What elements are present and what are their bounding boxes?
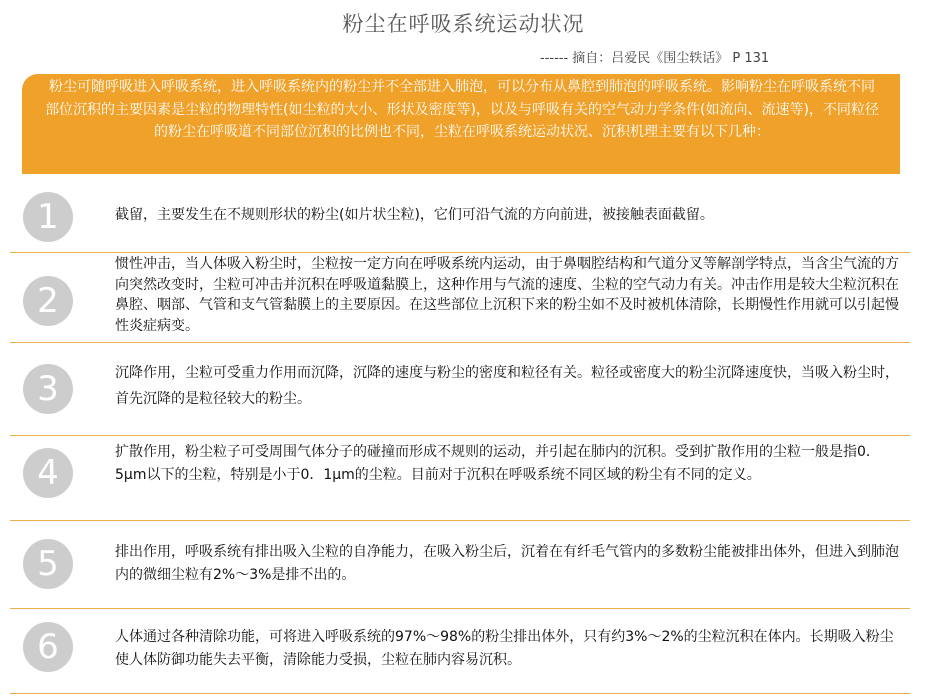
item-number-badge: 2 [23, 276, 73, 326]
item-text: 扩散作用，粉尘粒子可受周围气体分子的碰撞而形成不规则的运动，并引起在肺内的沉积。受到扩散作用的尘粒一般是指0．5μm以下的尘粒，特别是小于0．1μm的尘粒。目前对于沉积在呼吸系统不同区域的粉尘有不同的定义。 [115, 444, 880, 483]
list-item [10, 609, 910, 694]
item-number-badge: 6 [23, 622, 73, 672]
list-item [10, 436, 910, 521]
list-item [10, 343, 910, 436]
item-number-badge: 3 [23, 364, 73, 414]
item-text: 沉降作用，尘粒可受重力作用而沉降，沉降的速度与粉尘的密度和粒径有关。粒径或密度大的粉尘沉降速度快，当吸入粉尘时，首先沉降的是粒径较大的粉尘。 [115, 365, 899, 407]
source-citation: ------ 摘自：吕爱民《围尘轶话》 P 131 [540, 51, 770, 66]
item-number-badge: 1 [23, 192, 73, 242]
list-item [10, 253, 910, 343]
item-text: 截留，主要发生在不规则形状的粉尘(如片状尘粒)，它们可沿气流的方向前进，被接触表面截留。 [115, 207, 714, 223]
item-text: 人体通过各种清除功能，可将进入呼吸系统的97%～98%的粉尘排出体外，只有约3%～2%的尘粒沉积在体内。长期吸入粉尘使人体防御功能失去平衡，清除能力受损，尘粒在肺内容易沉积。 [115, 629, 894, 668]
item-number-badge: 5 [23, 539, 73, 589]
item-number-badge: 4 [23, 448, 73, 498]
page-title: 粉尘在呼吸系统运动状况 [342, 12, 585, 36]
item-text: 排出作用，呼吸系统有排出吸入尘粒的自净能力，在吸入粉尘后，沉着在有纤毛气管内的多数粉尘能被排出体外，但进入到肺泡内的微细尘粒有2%～3%是排不出的。 [115, 544, 899, 583]
list-item [10, 185, 910, 253]
intro-banner: 粉尘可随呼吸进入呼吸系统，进入呼吸系统内的粉尘并不全部进入肺泡，可以分布从鼻腔到肺泡的呼吸系统。影响粉尘在呼吸系统不同部位沉积的主要因素是尘粒的物理特性(如尘粒的大小、形状及密度等)，以及与呼吸有关的空气动力学条件(如流向、流速等)，不同粒径的粉尘在呼吸道不同部位沉积的比例也不同，尘粒在呼吸系统运动状况、沉积机理主要有以下几种： [22, 74, 900, 174]
list-item [10, 521, 910, 609]
item-text: 惯性冲击，当人体吸入粉尘时，尘粒按一定方向在呼吸系统内运动，由于鼻咽腔结构和气道分叉等解剖学特点，当含尘气流的方向突然改变时，尘粒可冲击并沉积在呼吸道黏膜上，这种作用与气流的速度、尘粒的空气动力有关。冲击作用是较大尘粒沉积在鼻腔、咽部、气管和支气管黏膜上的主要原因。在这些部位上沉积下来的粉尘如不及时被机体清除，长期慢性作用就可以引起慢性炎症病变。 [115, 256, 899, 334]
